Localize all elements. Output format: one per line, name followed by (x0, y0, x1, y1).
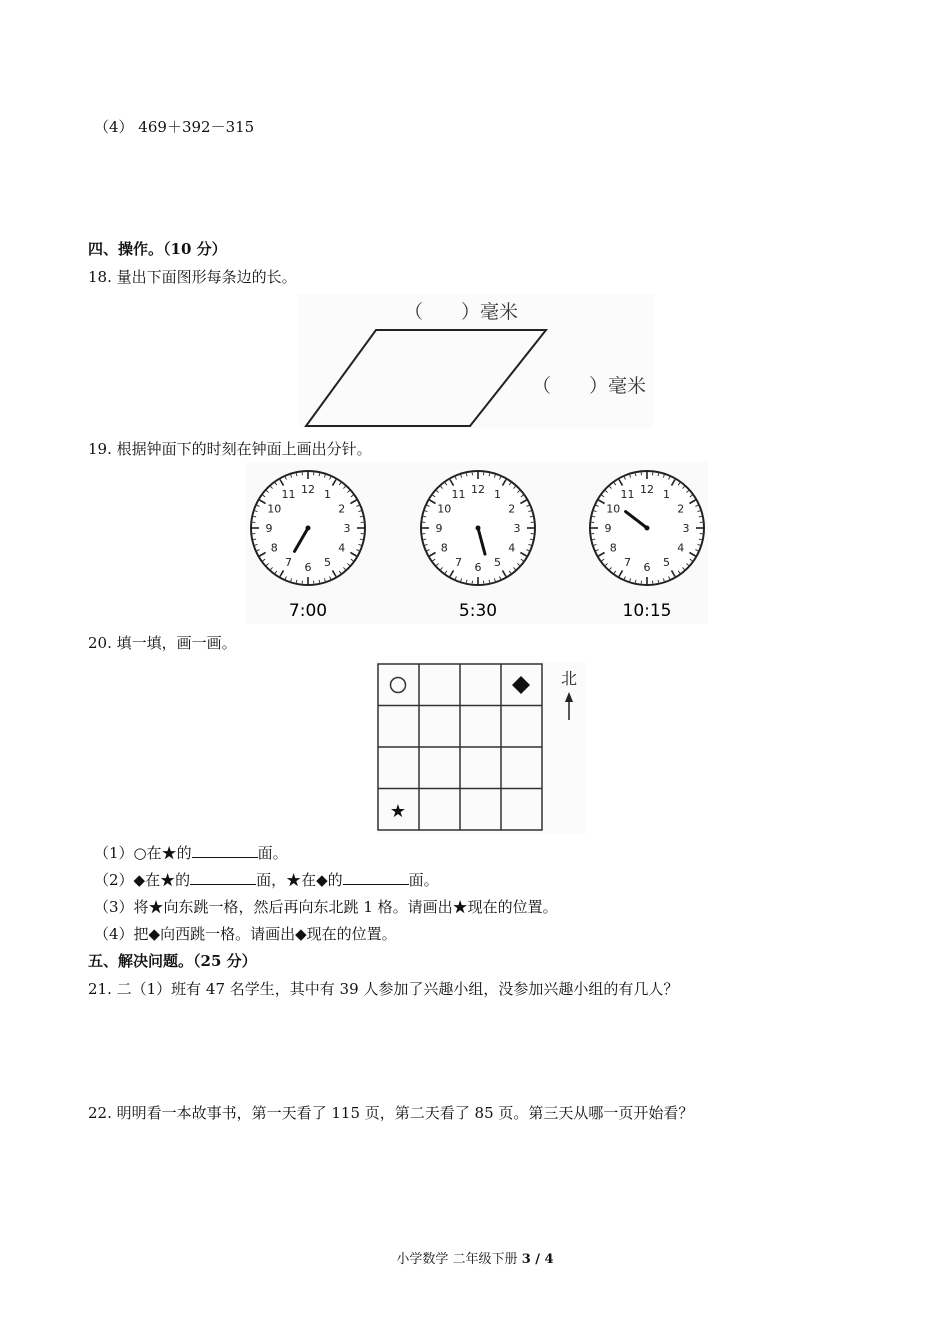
clock-number: 1 (324, 488, 331, 502)
clock-tick (360, 516, 363, 517)
clock-center (306, 526, 311, 531)
clock-tick (530, 539, 533, 540)
q18-text: 18. 量出下面图形每条边的长。 (88, 268, 297, 286)
clock-tick (253, 516, 256, 517)
clock-number: 3 (343, 522, 351, 535)
q20-1-prefix: （1）○在★的 (94, 844, 192, 862)
clock-tick (635, 580, 636, 583)
clock-number: 1 (494, 488, 501, 502)
clock-number: 11 (281, 488, 296, 502)
q20-2-middle: 面，★在◆的 (256, 871, 343, 889)
q20-part2 (94, 870, 439, 890)
clock-tick (592, 539, 595, 540)
q20-1-suffix: 面。 (257, 844, 288, 862)
clock-center (476, 526, 481, 531)
clock-number: 2 (508, 502, 516, 516)
q21-text: 21. 二（1）班有 47 名学生，其中有 39 人参加了兴趣小组，没参加兴趣小组的有几人？ (88, 980, 679, 998)
right-side-label: （ ）毫米 (532, 375, 647, 397)
clock-number: 10 (267, 502, 282, 516)
q20-part4: （4）把◆向西跳一格。请画出◆现在的位置。 (94, 925, 397, 943)
page-footer (0, 1248, 950, 1267)
clock-time-label: 5:30 (458, 601, 498, 621)
answer-blank[interactable] (192, 843, 258, 858)
clock-number: 5 (324, 555, 331, 569)
parallelogram-figure (298, 294, 654, 428)
clock-tick (489, 580, 490, 583)
clock-number: 2 (338, 502, 346, 516)
clock-number: 9 (265, 522, 273, 535)
clock-time-label: 7:00 (288, 601, 328, 621)
clock-tick (296, 473, 297, 476)
clock-tick (699, 516, 702, 517)
clock-number: 8 (440, 541, 448, 555)
q22-text: 22. 明明看一本故事书，第一天看了 115 页，第二天看了 85 页。第三天从哪一页开始看？ (88, 1104, 694, 1122)
q20-part1 (94, 843, 288, 863)
clock-tick (423, 516, 426, 517)
answer-blank[interactable] (190, 870, 256, 885)
clock-number: 9 (435, 522, 443, 535)
page-number: 3 / 4 (521, 1252, 554, 1267)
clock-tick (253, 539, 256, 540)
clock-tick (319, 580, 320, 583)
clock-number: 7 (285, 555, 292, 569)
q20-2-prefix: （2）◆在★的 (94, 871, 191, 889)
section5-heading: 五、解决问题。（25 分） (88, 952, 257, 970)
clock-number: 6 (474, 561, 482, 574)
clock-number: 9 (604, 522, 612, 535)
footer-subject: 小学数学 二年级下册 (396, 1252, 518, 1267)
q17-part4: （4） 469＋392－315 (94, 118, 255, 136)
clock-tick (319, 473, 320, 476)
clock-number: 12 (640, 483, 654, 496)
clock-tick (466, 473, 467, 476)
q20-2-suffix: 面。 (408, 871, 439, 889)
clock-time-label: 10:15 (622, 601, 672, 621)
clock-number: 2 (677, 502, 685, 516)
clock-tick (530, 516, 533, 517)
north-label: 北 (560, 669, 578, 688)
clock-number: 6 (304, 561, 312, 574)
clock-number: 10 (606, 502, 621, 516)
q19-text: 19. 根据钟面下的时刻在钟面上画出分针。 (88, 440, 372, 458)
section4-heading: 四、操作。（10 分） (88, 240, 227, 258)
clock-tick (360, 539, 363, 540)
clock-1015 (590, 471, 704, 585)
answer-blank[interactable] (343, 870, 409, 885)
q20-text: 20. 填一填，画一画。 (88, 634, 237, 652)
star-marker: ★ (389, 801, 407, 822)
clock-tick (296, 580, 297, 583)
clock-number: 10 (437, 502, 452, 516)
clock-number: 11 (620, 488, 635, 502)
clock-tick (423, 539, 426, 540)
clock-number: 5 (494, 555, 501, 569)
clock-number: 3 (682, 522, 690, 535)
clock-tick (489, 473, 490, 476)
top-side-label: （ ）毫米 (404, 301, 519, 323)
clock-center (645, 526, 650, 531)
clock-number: 8 (270, 541, 278, 555)
clock-number: 7 (624, 555, 631, 569)
clock-number: 8 (609, 541, 617, 555)
clock-tick (466, 580, 467, 583)
clock-number: 5 (663, 555, 670, 569)
q20-part3: （3）将★向东跳一格，然后再向东北跳 1 格。请画出★现在的位置。 (94, 898, 558, 916)
clock-number: 4 (508, 541, 516, 555)
clock-tick (658, 580, 659, 583)
clocks-figure (246, 462, 708, 624)
clock-number: 6 (643, 561, 651, 574)
clock-number: 4 (677, 541, 685, 555)
clock-tick (635, 473, 636, 476)
clock-number: 7 (455, 555, 462, 569)
clock-number: 3 (513, 522, 521, 535)
clock-700 (251, 471, 365, 585)
clock-number: 4 (338, 541, 346, 555)
clock-tick (592, 516, 595, 517)
clock-number: 11 (451, 488, 466, 502)
clock-number: 12 (471, 483, 485, 496)
clock-number: 12 (301, 483, 315, 496)
clock-number: 1 (663, 488, 670, 502)
clock-530 (421, 471, 535, 585)
clock-tick (658, 473, 659, 476)
direction-grid-figure (376, 662, 586, 834)
clock-tick (699, 539, 702, 540)
